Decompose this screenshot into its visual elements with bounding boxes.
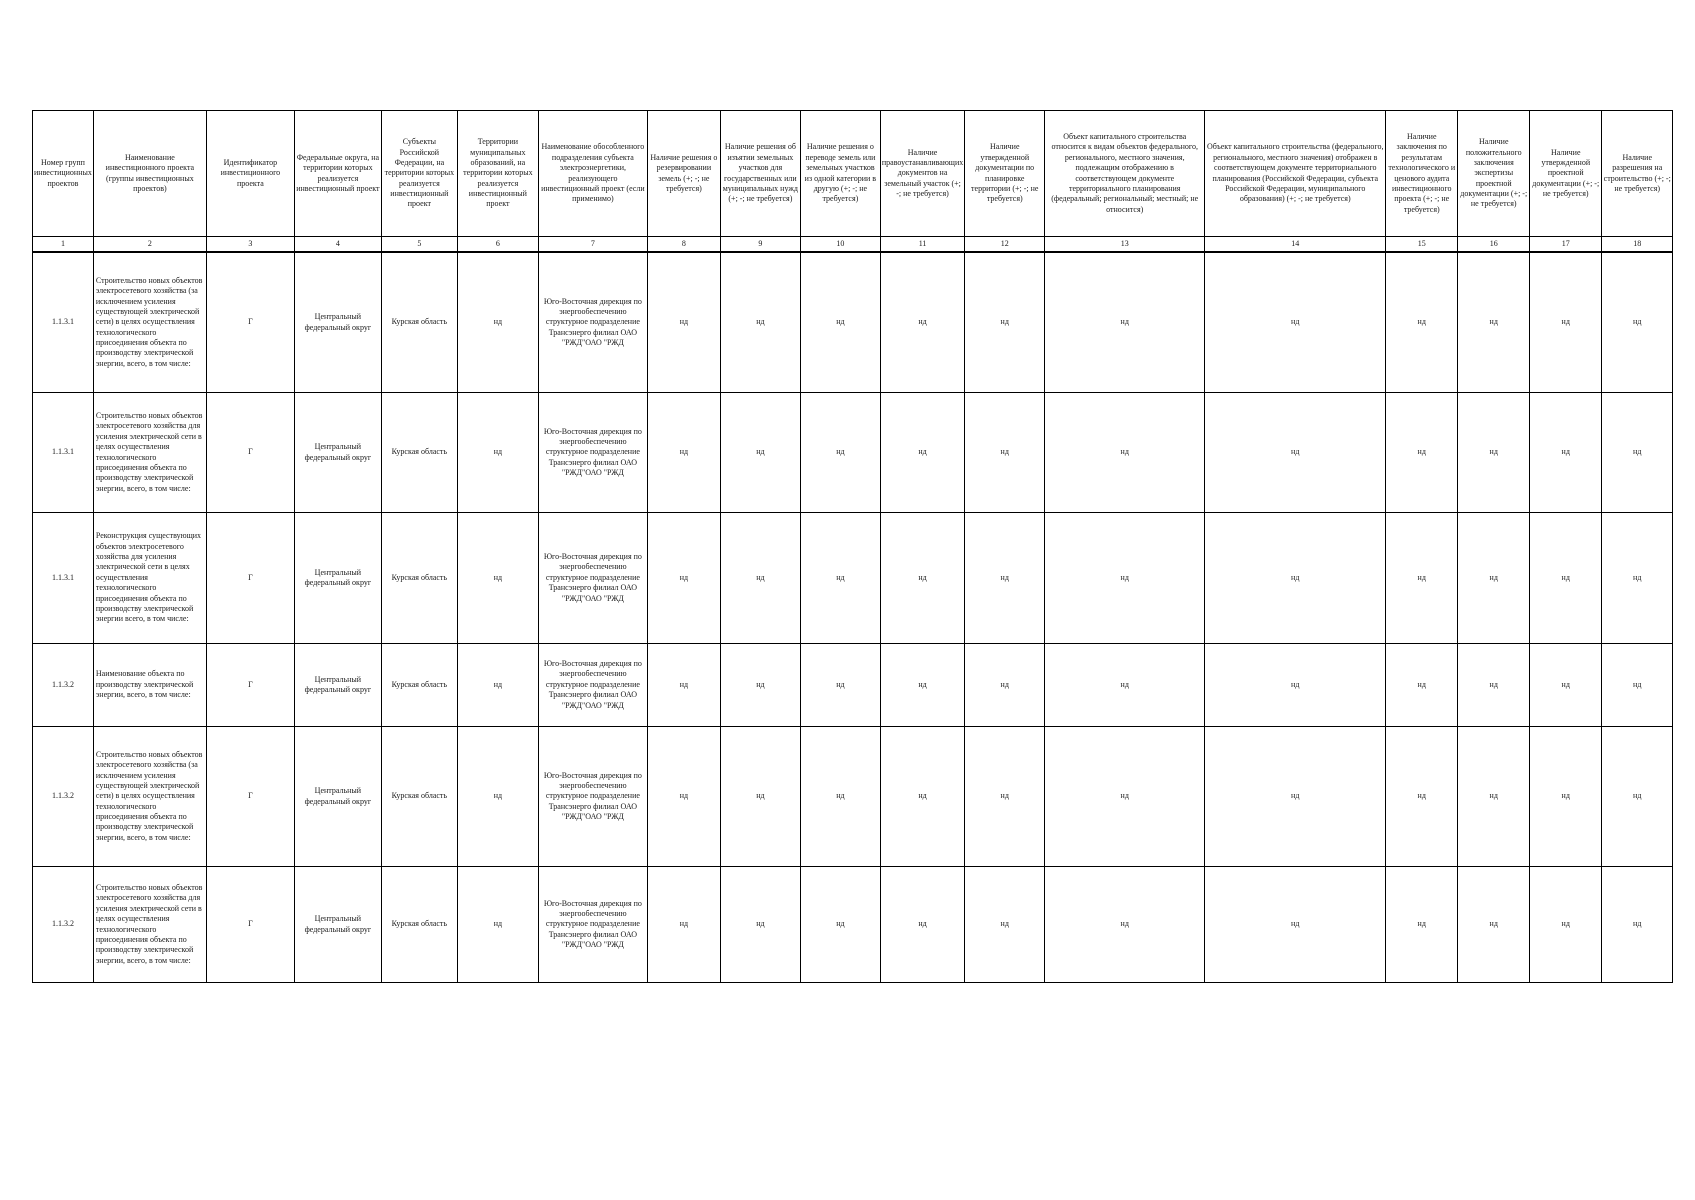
cell-value: нд (1458, 513, 1530, 644)
cell-project-name: Строительство новых объектов электросетевого хозяйства (за исключением усиления существующей электрической сети) в целях осуществления технологического присоединения объекта по производству электрической энергии, всего, в том числе: (93, 727, 206, 867)
cell-identifier: Г (206, 252, 294, 393)
cell-subject: Курская область (381, 867, 457, 983)
column-number: 16 (1458, 237, 1530, 253)
cell-project-name: Наименование объекта по производству электрической энергии, всего, в том числе: (93, 644, 206, 727)
cell-identifier: Г (206, 727, 294, 867)
cell-municipal: нд (457, 513, 538, 644)
cell-value: нд (1602, 513, 1673, 644)
header-cell: Федеральные округа, на территории которых реализуется инвестиционный проект (294, 111, 381, 237)
cell-value: нд (1045, 252, 1205, 393)
cell-subject: Курская область (381, 252, 457, 393)
column-number: 3 (206, 237, 294, 253)
column-number: 17 (1530, 237, 1602, 253)
cell-value: нд (647, 727, 720, 867)
cell-identifier: Г (206, 393, 294, 513)
cell-division: Юго-Восточная дирекция по энергообеспечению структурное подразделение Трансэнерго филиал ОАО "РЖД"ОАО "РЖД (538, 727, 647, 867)
cell-division: Юго-Восточная дирекция по энергообеспечению структурное подразделение Трансэнерго филиал ОАО "РЖД"ОАО "РЖД (538, 393, 647, 513)
cell-number: 1.1.3.2 (33, 644, 94, 727)
cell-federal-okrug: Центральный федеральный округ (294, 252, 381, 393)
cell-value: нд (965, 393, 1045, 513)
header-cell: Наличие заключения по результатам технологического и ценового аудита инвестиционного проекта (+; -; не требуется) (1386, 111, 1458, 237)
header-cell: Идентификатор инвестиционного проекта (206, 111, 294, 237)
header-row (33, 111, 1673, 237)
header-cell: Наличие правоустанавливающих документов на земельный участок (+; -; не требуется) (880, 111, 964, 237)
cell-value: нд (1530, 513, 1602, 644)
table-row (33, 867, 1673, 983)
header-cell: Наименование инвестиционного проекта (группы инвестиционных проектов) (93, 111, 206, 237)
column-number: 13 (1045, 237, 1205, 253)
header-cell: Наличие утвержденной проектной документации (+; -; не требуется) (1530, 111, 1602, 237)
cell-value: нд (800, 867, 880, 983)
cell-value: нд (1458, 727, 1530, 867)
cell-value: нд (1045, 727, 1205, 867)
column-number: 8 (647, 237, 720, 253)
cell-value: нд (880, 513, 964, 644)
cell-value: нд (647, 513, 720, 644)
cell-value: нд (1530, 727, 1602, 867)
cell-division: Юго-Восточная дирекция по энергообеспечению структурное подразделение Трансэнерго филиал ОАО "РЖД"ОАО "РЖД (538, 252, 647, 393)
cell-value: нд (1458, 393, 1530, 513)
cell-value: нд (1386, 393, 1458, 513)
header-cell: Наличие решения о переводе земель или земельных участков из одной категории в другую (+; -; не требуется) (800, 111, 880, 237)
cell-value: нд (720, 513, 800, 644)
cell-value: нд (647, 867, 720, 983)
header-cell: Наличие утвержденной документации по планировке территории (+; -; не требуется) (965, 111, 1045, 237)
cell-division: Юго-Восточная дирекция по энергообеспечению структурное подразделение Трансэнерго филиал ОАО "РЖД"ОАО "РЖД (538, 644, 647, 727)
cell-value: нд (720, 727, 800, 867)
cell-number: 1.1.3.1 (33, 252, 94, 393)
cell-value: нд (965, 252, 1045, 393)
cell-value: нд (1530, 867, 1602, 983)
header-cell: Субъекты Российской Федерации, на территории которых реализуется инвестиционный проект (381, 111, 457, 237)
cell-subject: Курская область (381, 513, 457, 644)
cell-division: Юго-Восточная дирекция по энергообеспечению структурное подразделение Трансэнерго филиал ОАО "РЖД"ОАО "РЖД (538, 867, 647, 983)
cell-number: 1.1.3.1 (33, 393, 94, 513)
cell-value: нд (1386, 727, 1458, 867)
cell-value: нд (1045, 513, 1205, 644)
cell-value: нд (1530, 644, 1602, 727)
cell-value: нд (1386, 644, 1458, 727)
cell-value: нд (1458, 644, 1530, 727)
cell-value: нд (1602, 252, 1673, 393)
cell-value: нд (647, 393, 720, 513)
column-number: 12 (965, 237, 1045, 253)
cell-project-name: Строительство новых объектов электросетевого хозяйства для усиления электрической сети в целях осуществления технологического присоединения объекта по производству электрической энергии, всего, в том числе: (93, 393, 206, 513)
cell-value: нд (965, 727, 1045, 867)
cell-value: нд (880, 644, 964, 727)
cell-value: нд (720, 644, 800, 727)
cell-federal-okrug: Центральный федеральный округ (294, 644, 381, 727)
header-cell: Наименование обособленного подразделения субъекта электроэнергетики, реализующего инвестиционный проект (если применимо) (538, 111, 647, 237)
cell-value: нд (1602, 393, 1673, 513)
cell-identifier: Г (206, 513, 294, 644)
investment-projects-sheet (32, 110, 1673, 983)
cell-value: нд (1205, 513, 1386, 644)
header-cell: Наличие решения об изъятии земельных участков для государственных или муниципальных нужд (+; -; не требуется) (720, 111, 800, 237)
table-row (33, 393, 1673, 513)
cell-value: нд (880, 867, 964, 983)
cell-value: нд (1205, 867, 1386, 983)
column-number: 4 (294, 237, 381, 253)
column-number: 2 (93, 237, 206, 253)
table-row (33, 644, 1673, 727)
cell-value: нд (800, 644, 880, 727)
column-number: 5 (381, 237, 457, 253)
column-number: 6 (457, 237, 538, 253)
cell-federal-okrug: Центральный федеральный округ (294, 513, 381, 644)
cell-value: нд (1205, 252, 1386, 393)
table-row (33, 252, 1673, 393)
cell-value: нд (1602, 727, 1673, 867)
column-number-row (33, 237, 1673, 253)
column-number: 10 (800, 237, 880, 253)
cell-value: нд (800, 252, 880, 393)
cell-number: 1.1.3.1 (33, 513, 94, 644)
cell-value: нд (647, 644, 720, 727)
cell-value: нд (1205, 644, 1386, 727)
header-cell: Наличие положительного заключения экспертизы проектной документации (+; -; не требуется) (1458, 111, 1530, 237)
cell-value: нд (1045, 644, 1205, 727)
cell-municipal: нд (457, 644, 538, 727)
header-cell: Объект капитального строительства относится к видам объектов федерального, регионального, местного значения, подлежащим отображению в соответствующем документе территориального планирования (федеральный; региональный; местный; не относится) (1045, 111, 1205, 237)
cell-project-name: Строительство новых объектов электросетевого хозяйства для усиления электрической сети в целях осуществления технологического присоединения объекта по производству электрической энергии, всего, в том числе: (93, 867, 206, 983)
column-number: 14 (1205, 237, 1386, 253)
cell-identifier: Г (206, 644, 294, 727)
header-cell: Объект капитального строительства (федерального, регионального, местного значения) отображен в соответствующем документе территориального планирования (Российской Федерации, субъекта Российской Федерации, муниципального образования) (+; -; не требуется) (1205, 111, 1386, 237)
cell-value: нд (647, 252, 720, 393)
cell-value: нд (880, 252, 964, 393)
cell-number: 1.1.3.2 (33, 727, 94, 867)
cell-value: нд (1530, 252, 1602, 393)
cell-subject: Курская область (381, 644, 457, 727)
cell-value: нд (720, 252, 800, 393)
cell-value: нд (1602, 867, 1673, 983)
cell-value: нд (1386, 867, 1458, 983)
cell-value: нд (1045, 393, 1205, 513)
cell-value: нд (800, 727, 880, 867)
cell-value: нд (1530, 393, 1602, 513)
cell-value: нд (1458, 867, 1530, 983)
cell-subject: Курская область (381, 393, 457, 513)
cell-municipal: нд (457, 727, 538, 867)
cell-project-name: Строительство новых объектов электросетевого хозяйства (за исключением усиления существующей электрической сети) в целях осуществления технологического присоединения объекта по производству электрической энергии, всего, в том числе: (93, 252, 206, 393)
cell-subject: Курская область (381, 727, 457, 867)
header-cell: Номер групп инвестиционных проектов (33, 111, 94, 237)
cell-value: нд (1045, 867, 1205, 983)
column-number: 11 (880, 237, 964, 253)
table-row (33, 513, 1673, 644)
cell-federal-okrug: Центральный федеральный округ (294, 393, 381, 513)
cell-identifier: Г (206, 867, 294, 983)
cell-value: нд (880, 393, 964, 513)
cell-value: нд (720, 867, 800, 983)
cell-municipal: нд (457, 867, 538, 983)
cell-value: нд (965, 644, 1045, 727)
cell-municipal: нд (457, 393, 538, 513)
cell-number: 1.1.3.2 (33, 867, 94, 983)
table-body (33, 252, 1673, 983)
cell-value: нд (965, 513, 1045, 644)
cell-project-name: Реконструкция существующих объектов электросетевого хозяйства для усиления электрической сети в целях осуществления технологического присоединения объекта по производству электрической энергии всего, в том числе: (93, 513, 206, 644)
cell-federal-okrug: Центральный федеральный округ (294, 867, 381, 983)
cell-value: нд (1458, 252, 1530, 393)
cell-division: Юго-Восточная дирекция по энергообеспечению структурное подразделение Трансэнерго филиал ОАО "РЖД"ОАО "РЖД (538, 513, 647, 644)
cell-value: нд (1205, 727, 1386, 867)
cell-value: нд (720, 393, 800, 513)
cell-value: нд (1386, 513, 1458, 644)
header-cell: Территории муниципальных образований, на территории которых реализуется инвестиционный проект (457, 111, 538, 237)
column-number: 18 (1602, 237, 1673, 253)
column-number: 1 (33, 237, 94, 253)
cell-value: нд (880, 727, 964, 867)
cell-value: нд (1386, 252, 1458, 393)
cell-value: нд (800, 393, 880, 513)
column-number: 9 (720, 237, 800, 253)
investment-projects-table (32, 110, 1673, 983)
cell-value: нд (965, 867, 1045, 983)
column-number: 15 (1386, 237, 1458, 253)
header-cell: Наличие разрешения на строительство (+; -; не требуется) (1602, 111, 1673, 237)
cell-federal-okrug: Центральный федеральный округ (294, 727, 381, 867)
cell-value: нд (800, 513, 880, 644)
cell-municipal: нд (457, 252, 538, 393)
header-cell: Наличие решения о резервировании земель (+; -; не требуется) (647, 111, 720, 237)
table-row (33, 727, 1673, 867)
column-number: 7 (538, 237, 647, 253)
table-header (33, 111, 1673, 253)
cell-value: нд (1602, 644, 1673, 727)
cell-value: нд (1205, 393, 1386, 513)
